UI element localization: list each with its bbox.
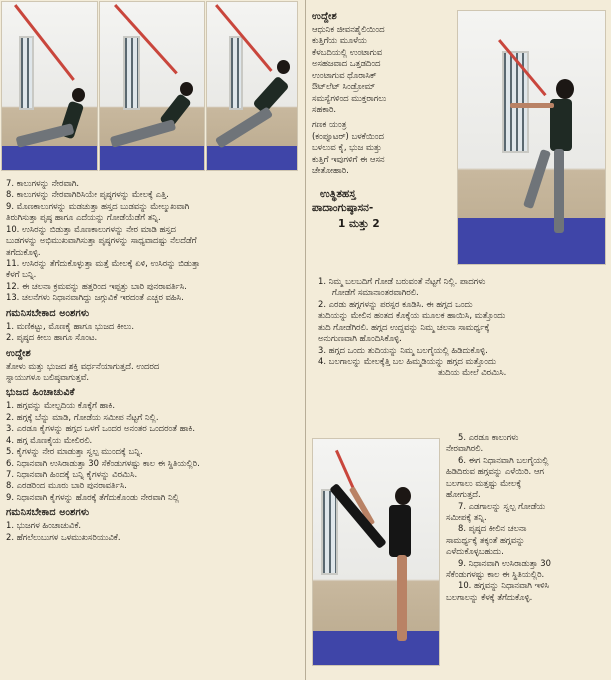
- list-item: 2. ಹಗ್ಗಕ್ಕೆ ಬೆನ್ನು ಮಾಡಿ, ಗೋಡೆಯ ಸಮೀಪ ನೆಟ್ಟಗೆ ನಿಲ್ಲಿ.: [6, 411, 159, 422]
- list-item: ತುದಿಯನ್ನು ಮೇಲಿನ ಹಂತದ ಕೊಕ್ಕೆಯ ಮೂಲಕ ಹಾಯಿಸಿ, ಮತ್ತೊಂದು: [318, 310, 506, 321]
- list-item: 1. ನಿಮ್ಮ ಬಲಬದಿಗೆ ಗೋಡೆ ಬರುವಂತೆ ನೆಟ್ಟಗೆ ನಿಲ್ಲಿ. ಪಾದಗಳು: [318, 276, 486, 286]
- paragraph-line: ಅಸಹಜವಾದ ಒತ್ತಡದಿಂದ: [312, 58, 381, 69]
- pose-photo-3: [206, 1, 298, 171]
- list-item: 7. ಎಡಗಾಲನ್ನು ಸ್ವಲ್ಪ ಗೋಡೆಯ: [458, 500, 546, 511]
- figure-torso: [389, 505, 411, 557]
- list-item: ಎಳೆದುಕೊಳ್ಳಬಹುದು.: [446, 546, 504, 557]
- paragraph-line: ಸಹಕಾರಿ.: [312, 104, 337, 114]
- paragraph-line: ಔಟ್‌ಲೆಟ್ ಸಿಂಡ್ರೋಮ್: [312, 81, 376, 92]
- purpose-heading: ಉದ್ದೇಶ: [312, 11, 337, 22]
- list-item: 9. ಮೊಣಕಾಲುಗಳನ್ನು ಮಡಚುತ್ತಾ ಹಸ್ತದ ಬುಡವನ್ನು ಮೇಲ್ಮುಖವಾಗಿ: [6, 200, 190, 211]
- paragraph-line: ಚೇತೋಹಾರಿ.: [312, 165, 349, 176]
- figure-leg: [523, 149, 551, 209]
- window-decoration: [321, 489, 339, 575]
- pose-photo-4: [457, 10, 606, 265]
- list-item: 13. ಚಲನೆಗಳು ನಿಧಾನವಾಗಿದ್ದು ಜಗ್ಗುವಿಕೆ ಇರದಂತೆ ಎಚ್ಚರ ವಹಿಸಿ.: [6, 292, 184, 303]
- list-item: ಕೆಳಗೆ ಬನ್ನಿ.: [6, 269, 37, 280]
- list-item: ನೇರವಾಗಿರಲಿ.: [446, 443, 484, 454]
- list-item: 8. ಕಾಲುಗಳನ್ನು ನೇರವಾಗಿರಿಸಿಯೇ ಪೃಷ್ಠಗಳನ್ನು ಮೇಲಕ್ಕೆ ಎತ್ತಿ.: [6, 189, 169, 200]
- paragraph-line: ಕುತ್ತಿಗೆಯ ಮೂಳೆಯ: [312, 35, 367, 46]
- paragraph-line: ಉಂಟಾಗುವ ಥೊರಾಸಿಕ್: [312, 69, 377, 80]
- figure-legs: [215, 106, 273, 148]
- list-item: ಸೆಕೆಂಡುಗಳಷ್ಟು ಕಾಲ ಈ ಸ್ಥಿತಿಯಲ್ಲಿರಿ.: [446, 569, 545, 580]
- pose-photo-1: [1, 1, 98, 171]
- list-item: 1. ಮಣಿಕಟ್ಟು, ಮೊಣಕೈ ಹಾಗೂ ಭುಜದ ಕೀಲು.: [6, 320, 135, 331]
- rope-strap: [215, 4, 273, 72]
- figure-legs: [110, 119, 176, 148]
- purpose-heading: ಉದ್ದೇಶ: [6, 347, 31, 359]
- notes-heading: ಗಮನಿಸಬೇಕಾದ ಅಂಶಗಳು: [6, 507, 90, 519]
- list-item: 11. ಉಸಿರನ್ನು ತೆಗೆದುಕೊಳ್ಳುತ್ತಾ ಮತ್ತೆ ಮೇಲಕ್ಕೆ ಏಳಿ, ಉಸಿರನ್ನು ಬಿಡುತ್ತಾ: [6, 257, 200, 268]
- left-column: [6, 178, 300, 543]
- list-item: 4. ಬಲಗಾಲನ್ನು ಮೇಲಕ್ಕೆತ್ತಿ ಬಲ ಹಿಮ್ಮಡಿಯನ್ನು ಹಗ್ಗದ ಮತ್ತೊಂದು: [318, 355, 497, 366]
- paragraph-line: ಸಮಸ್ಯೆಗಳಿಂದ ಮುಕ್ತರಾಗಲು: [312, 92, 387, 103]
- list-item: 10. ಹಗ್ಗವನ್ನು ನಿಧಾನವಾಗಿ ಇಳಿಸಿ: [458, 580, 549, 591]
- list-item: 1. ಭುಜಗಳ ಹಿಂಚಾಚುವಿಕೆ.: [6, 520, 82, 531]
- figure-head: [556, 79, 574, 99]
- list-item: 12. ಈ ಚಲನಾ ಕ್ರಮವನ್ನು ಹತ್ತರಿಂದ ಇಪ್ಪತ್ತು ಬಾರಿ ಪುನರಾವರ್ತಿಸಿ.: [6, 280, 187, 291]
- list-item: ಬುಡಗಳನ್ನು ಅಭಿಮುಖವಾಗಿಸುತ್ತಾ ಪೃಷ್ಠಗಳನ್ನು ಸಾಧ್ಯವಾದಷ್ಟು ನೆಲದೆಡೆಗೆ: [6, 235, 197, 246]
- yoga-mat: [313, 631, 439, 665]
- list-item: ತುದಿ ಗೋಡೆಗಿರಲಿ. ಹಗ್ಗದ ಉದ್ದವನ್ನು ನಿಮ್ಮ ಚಲನಾ ಸಾಮರ್ಥ್ಯಕ್ಕೆ: [318, 321, 490, 332]
- list-item: 2. ಎರಡು ಹಗ್ಗಗಳನ್ನು ಪರಸ್ಪರ ಕೂಡಿಸಿ. ಈ ಹಗ್ಗದ ಒಂದು: [318, 298, 473, 309]
- list-item: 7. ನಿಧಾನವಾಗಿ ಹಿಂದಕ್ಕೆ ಬನ್ನಿ ಕೈಗಳನ್ನು ವಿರಮಿಸಿ.: [6, 469, 138, 479]
- yoga-mat: [100, 146, 204, 170]
- right-narrow-steps: [446, 432, 608, 603]
- asana-title: ಉತ್ಥಿತಹಸ್ತ: [320, 187, 356, 200]
- list-item: 5. ಎರಡೂ ಕಾಲುಗಳು: [458, 432, 519, 442]
- list-item: ಸಮೀಪಕ್ಕೆ ತನ್ನಿ.: [446, 511, 487, 522]
- figure-head: [277, 60, 290, 74]
- list-item: ಗೋಡೆಗೆ ಸಮಾನಾಂತರವಾಗಿರಲಿ.: [332, 287, 419, 298]
- list-item: ಹಿಡಿದಿರುವ ಹಗ್ಗವನ್ನು ಎಳೆಯಿರಿ. ಆಗ: [446, 466, 544, 477]
- figure-legs: [16, 123, 75, 148]
- list-item: 2. ಹೆಗಲೆಲುಬುಗಳ ಒಳಮುಖಸರಿಯುವಿಕೆ.: [6, 531, 121, 542]
- paragraph-line: ಸ್ನಾಯುಗಳೂ ಬಲಿಷ್ಠವಾಗುತ್ತವೆ.: [6, 372, 90, 382]
- window-decoration: [229, 36, 243, 110]
- list-item: 6. ಈಗ ನಿಧಾನವಾಗಿ ಬಲಗೈಯಲ್ಲಿ: [458, 454, 549, 465]
- list-item: 1. ಹಗ್ಗವನ್ನು ಮೇಲ್ಪದಿಯ ಕೊಕ್ಕೆಗೆ ಹಾಕಿ.: [6, 400, 115, 411]
- list-item: 9. ನಿಧಾನವಾಗಿ ಉಸಿರಾಡುತ್ತಾ 30: [458, 557, 551, 568]
- list-item: 3. ಎರಡೂ ಕೈಗಳನ್ನು ಹಗ್ಗದ ಒಳಗೆ ಒಂದರ ಅನಂತರ ಒಂದರಂತೆ ಹಾಕಿ.: [6, 423, 196, 434]
- figure-standing-leg: [397, 555, 407, 641]
- figure-head: [72, 88, 85, 102]
- paragraph-line: ಗಣಕ ಯಂತ್ರ: [312, 119, 347, 130]
- paragraph-line: (ಕಂಪ್ಯೂಟರ್) ಬಳಕೆಯಿಂದ: [312, 130, 384, 141]
- right-top-text: [312, 10, 454, 231]
- paragraph-line: ಬಳಲುವ ಕೈ, ಭುಜ ಮತ್ತು: [312, 142, 382, 153]
- pose-photo-5: [312, 438, 440, 666]
- list-item: ತುದಿಯ ಮೇಲೆ ವಿರಮಿಸಿ.: [438, 367, 507, 378]
- list-item: ಬಲಗಾಲು ಮತ್ತಷ್ಟು ಮೇಲಕ್ಕೆ: [446, 477, 522, 488]
- list-item: ಹೋಗುತ್ತದೆ.: [446, 489, 481, 500]
- list-item: ತಿರುಗಿಸುತ್ತಾ ಪೃಷ್ಠ ಹಾಗೂ ಎದೆಯನ್ನು ಗೋಡೆಯೆಡೆಗೆ ತನ್ನಿ.: [6, 212, 161, 223]
- paragraph-line: ಕೆಳಬದಿಯಲ್ಲಿ ಉಂಟಾಗುವ: [312, 46, 383, 57]
- list-item: ಸಾಮರ್ಥ್ಯಕ್ಕೆ ತಕ್ಕಂತೆ ಹಗ್ಗವನ್ನು: [446, 534, 525, 545]
- list-item: 10. ಉಸಿರನ್ನು ಬಿಡುತ್ತಾ ಮೊಣಕಾಲುಗಳನ್ನು ನೇರ ಮಾಡಿ ಹಸ್ತದ: [6, 223, 176, 234]
- list-item: 5. ಕೈಗಳನ್ನು ನೇರ ಮಾಡುತ್ತಾ ಸ್ವಲ್ಪ ಮುಂದಕ್ಕೆ ಬನ್ನಿ.: [6, 446, 143, 457]
- yoga-mat: [207, 146, 297, 170]
- list-item: ತಗೆದುಕೊಳ್ಳಿ.: [6, 246, 41, 257]
- list-item: 8. ಪೃಷ್ಠದ ಕೀಲಿನ ಚಲನಾ: [458, 523, 527, 534]
- notes-heading: ಗಮನಿಸಬೇಕಾದ ಅಂಶಗಳು: [6, 307, 90, 319]
- paragraph-line: ಆಧುನಿಕ ಜೀವನಶೈಲಿಯಿಂದ: [312, 24, 385, 35]
- step-list-a: [6, 178, 300, 304]
- figure-leg: [554, 149, 564, 233]
- list-item: ಅನುಗುಣವಾಗಿ ಹೊಂದಿಸಿಕೊಳ್ಳಿ.: [318, 333, 402, 344]
- asana-title-cont: ಪಾದಾಂಗುಷ್ಠಾಸನ-: [312, 201, 374, 214]
- yoga-mat: [2, 146, 97, 170]
- yoga-mat: [458, 218, 605, 264]
- list-item: 3. ಹಗ್ಗದ ಒಂದು ತುದಿಯನ್ನು ನಿಮ್ಮ ಬಲಗೈಯಲ್ಲಿ ಹಿಡಿದುಕೊಳ್ಳಿ.: [318, 344, 488, 355]
- figure-head: [395, 487, 411, 505]
- figure-torso: [252, 76, 289, 115]
- part-label: 1 ಮತ್ತು 2: [338, 218, 380, 231]
- list-item: 6. ನಿಧಾನವಾಗಿ ಉಸಿರಾಡುತ್ತಾ 30 ಸೆಕೆಂಡುಗಳಷ್ಟು ಕಾಲ ಈ ಸ್ಥಿತಿಯಲ್ಲಿರಿ.: [6, 457, 200, 468]
- list-item: 9. ನಿಧಾನವಾಗಿ ಕೈಗಳನ್ನು ಹೊರಕ್ಕೆ ತೆಗೆದುಕೊಂಡು ನೇರವಾಗಿ ನಿಲ್ಲಿ: [6, 491, 180, 502]
- pose-photo-2: [99, 1, 205, 171]
- window-decoration: [19, 36, 34, 110]
- list-item: 4. ಹಗ್ಗ ಮೊಣಕೈಯ ಮೇಲಿರಲಿ.: [6, 434, 93, 445]
- column-divider: [305, 0, 306, 680]
- list-item: ಬಲಗಾಲನ್ನು ಕೆಳಕ್ಕೆ ತೆಗೆದುಕೊಳ್ಳಿ.: [446, 591, 533, 602]
- figure-arm: [510, 103, 554, 108]
- section-heading: ಭುಜದ ಹಿಂಚಾಚುವಿಕೆ: [6, 387, 75, 399]
- list-item: 8. ಎರಡರಿಂದ ಮೂರು ಬಾರಿ ಪುನರಾವರ್ತಿಸಿ.: [6, 480, 127, 491]
- right-full-steps: [318, 276, 608, 379]
- paragraph-line: ತೋಳು ಮತ್ತು ಭುಜದ ಶಕ್ತಿ ವರ್ಧನೆಯಾಗುತ್ತದೆ. ಉದರದ: [6, 360, 160, 371]
- paragraph-line: ಕುತ್ತಿಗೆ ಇವುಗಳಿಗೆ ಈ ಆಸನ: [312, 153, 385, 164]
- list-item: 2. ಪೃಷ್ಠದ ಕೀಲು ಹಾಗೂ ಸೊಂಟ.: [6, 332, 98, 343]
- window-decoration: [123, 36, 140, 110]
- list-item: 7. ಕಾಲುಗಳನ್ನು ನೇರವಾಗಿ.: [6, 178, 80, 188]
